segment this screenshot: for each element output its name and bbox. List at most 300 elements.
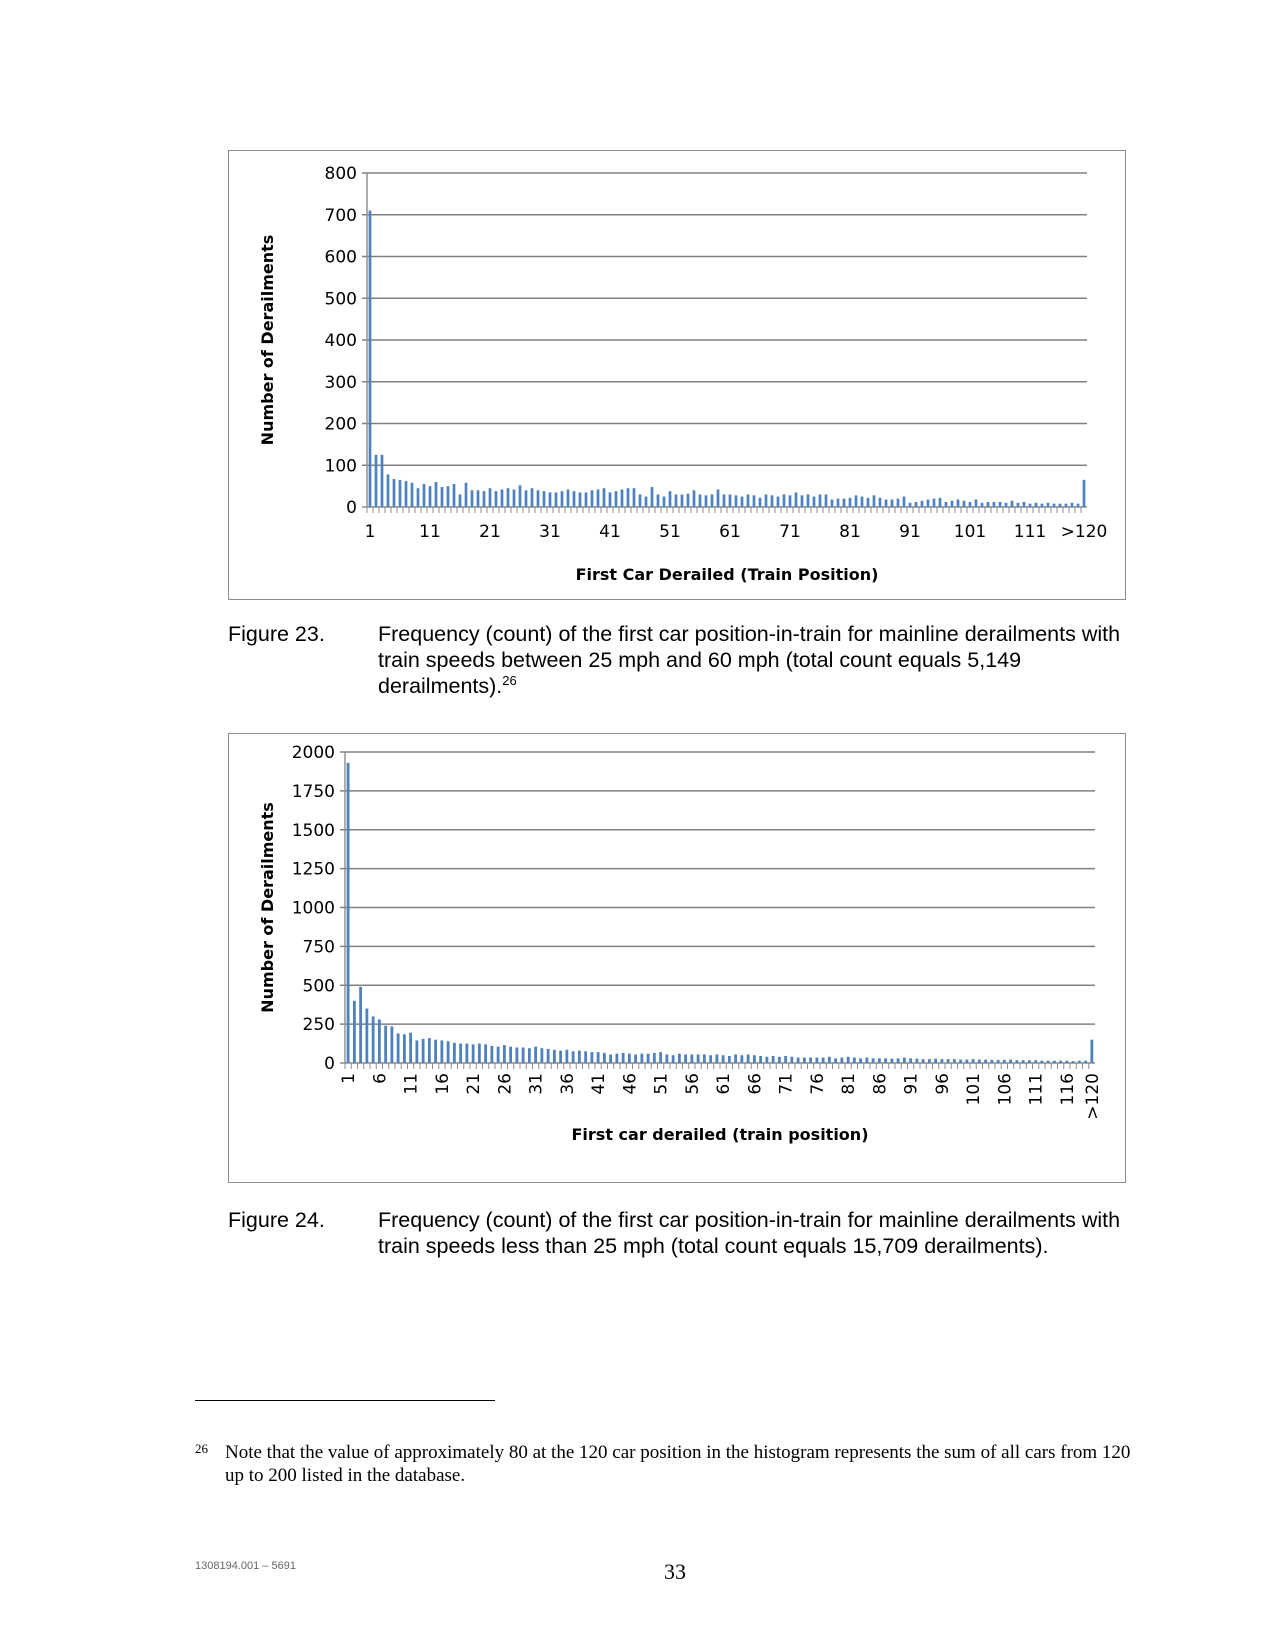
bar [772,1056,775,1063]
bar [815,1058,818,1063]
bar [375,455,378,507]
bar [1009,1060,1012,1063]
bar [440,1040,443,1063]
bar [879,498,882,507]
bar [884,1058,887,1063]
bar [477,490,480,507]
bar [927,499,930,507]
bar [897,499,900,507]
x-tick-label: 11 [401,1073,422,1095]
y-tick-label: 500 [324,289,357,310]
bar [675,494,678,507]
bar [399,480,402,507]
bar [515,1047,518,1063]
y-axis-title: Number of Derailments [258,802,277,1013]
x-tick-label: 61 [714,1073,735,1095]
y-axis-title: Number of Derailments [258,234,277,446]
bar [1090,1040,1093,1063]
bar [393,479,396,507]
bar [1015,1060,1018,1063]
figure-24-chart [228,733,1126,1183]
x-tick-label: 91 [901,1073,922,1095]
bar [915,1059,918,1063]
bar [513,489,516,507]
bar [651,487,654,507]
y-tick-label: 1000 [291,898,335,919]
bar [483,491,486,507]
bar [897,1058,900,1063]
bar [591,490,594,507]
bar [572,1051,575,1063]
bar [765,494,768,507]
bar [503,1045,506,1063]
bar [795,492,798,507]
bar [771,495,774,507]
y-tick-label: 100 [324,456,357,477]
y-tick-label: 0 [324,1054,335,1074]
bar [1059,504,1062,507]
footnote-text: Note that the value of approximately 80 at the 120 car position in the histogram represents the sum of all cars from 120 up to 200 listed in the database. [225,1442,1131,1486]
bar [609,1054,612,1063]
bar [621,489,624,507]
bar [849,498,852,507]
x-tick-label: 81 [839,522,861,542]
bar [403,1034,406,1063]
bar [747,494,750,507]
bar [809,1058,812,1063]
bar [797,1058,800,1063]
bar [1005,503,1008,507]
bar [459,494,462,507]
bar [501,489,504,507]
bar [615,1054,618,1063]
bar [765,1057,768,1063]
bar [939,498,942,507]
x-tick-label: 6 [370,1073,391,1084]
bar [584,1051,587,1063]
x-tick-label: 21 [464,1073,485,1095]
bar [859,1058,862,1063]
x-axis-title: First Car Derailed (Train Position) [575,565,879,584]
bar [741,497,744,507]
bar [778,1057,781,1063]
bar [1053,1061,1056,1063]
bar [1029,504,1032,507]
bar [903,1058,906,1063]
bar [543,491,546,507]
x-tick-label: 106 [995,1073,1016,1106]
bar [1084,1061,1087,1063]
bar [957,499,960,507]
bar [687,494,690,507]
bar [603,1053,606,1063]
bar [1023,502,1026,507]
bar [447,486,450,507]
bar [865,1058,868,1063]
bar [441,487,444,507]
x-tick-label: 21 [479,522,501,542]
bar [959,1060,962,1063]
bar [921,501,924,507]
bar [777,497,780,507]
bar [540,1048,543,1063]
bar [365,1009,368,1063]
bar [537,490,540,507]
bar [565,1050,568,1063]
bar [627,488,630,507]
bar [681,494,684,507]
bar [609,492,612,507]
footnote-rule [195,1400,495,1401]
footnote-mark: 26 [195,1441,208,1456]
bar [747,1054,750,1063]
bar [553,1050,556,1063]
bar [525,490,528,507]
bar [1072,1061,1075,1063]
bar [672,1055,675,1063]
bar [435,482,438,507]
bar [729,494,732,507]
bar [705,495,708,507]
bar [669,491,672,507]
bar [807,494,810,507]
bar [1071,503,1074,507]
bar [678,1054,681,1063]
bar [890,1059,893,1063]
bar [657,494,660,507]
x-tick-label: 1 [364,522,376,542]
bar [490,1046,493,1063]
x-tick-label: 41 [599,522,621,542]
bar [484,1044,487,1063]
bar [472,1044,475,1063]
x-tick-label: 51 [651,1073,672,1095]
x-tick-label: 86 [870,1073,891,1095]
y-tick-label: 700 [324,205,357,226]
bar [628,1054,631,1063]
bar [909,503,912,507]
bar [987,502,990,507]
bar [653,1053,656,1063]
x-tick-label: 16 [432,1073,453,1095]
bar [1022,1060,1025,1063]
bar [963,501,966,507]
figure-23-label: Figure 23. [228,622,325,646]
bar [390,1026,393,1063]
bar [813,497,816,507]
bar [831,499,834,507]
bar [663,497,666,507]
figure-24-plot [229,734,1127,1184]
bar [509,1047,512,1063]
bar [840,1058,843,1063]
x-tick-label: 101 [953,522,987,542]
bar [734,1054,737,1063]
bar [1041,504,1044,507]
bar [903,497,906,507]
bar [411,483,414,507]
bar [372,1016,375,1063]
y-tick-label: 2000 [291,743,335,763]
bar [429,486,432,507]
y-tick-label: 400 [324,331,357,351]
y-tick-label: 250 [302,1015,335,1036]
bar [549,492,552,507]
bar [999,502,1002,507]
bar [478,1044,481,1063]
bar [873,495,876,507]
figure-23-caption [378,621,1138,699]
bar [534,1047,537,1063]
bar [965,1060,968,1063]
bar [665,1054,668,1063]
y-tick-label: 0 [346,498,357,518]
bar [409,1033,412,1063]
x-tick-label: 31 [526,1073,547,1095]
bar [547,1049,550,1063]
bar [417,488,420,507]
bar [597,1052,600,1063]
y-tick-label: 1750 [291,781,335,802]
bar [353,1001,356,1063]
bar [465,483,468,507]
bar [891,499,894,507]
bar [934,1059,937,1063]
bar [947,1059,950,1063]
bar [790,1057,793,1063]
bar [573,491,576,507]
bar [993,502,996,507]
footnote-reference: 26 [502,672,517,688]
bar [555,492,558,507]
bar [759,1056,762,1063]
x-tick-label: 1 [339,1073,360,1084]
bar [497,1047,500,1063]
x-tick-label: 61 [719,522,741,542]
bar [699,494,702,507]
bar [759,498,762,507]
bar [597,489,600,507]
x-tick-label: 91 [899,522,921,542]
bar [590,1052,593,1063]
bar [684,1054,687,1063]
bar [951,501,954,507]
x-tick-label: 76 [807,1073,828,1095]
bar [645,497,648,507]
x-tick-label: 11 [419,522,441,542]
bar [978,1060,981,1063]
bar [647,1054,650,1063]
y-tick-label: 200 [324,414,357,435]
x-tick-label: 51 [659,522,681,542]
bar [387,474,390,507]
bar [1047,1061,1050,1063]
bar [634,1054,637,1063]
bar [819,494,822,507]
bar [837,499,840,507]
bar [507,488,510,507]
figure-24-label: Figure 24. [228,1208,325,1232]
bar [690,1054,693,1063]
x-tick-label: >120 [1082,1073,1103,1120]
figure-23-plot [229,151,1127,601]
bar [909,1058,912,1063]
bar [567,489,570,507]
bar [603,488,606,507]
y-tick-label: 1500 [291,820,335,841]
bar [659,1052,662,1063]
bar [528,1048,531,1063]
bar [735,495,738,507]
bar [878,1058,881,1063]
bar [784,1056,787,1063]
bar [822,1058,825,1063]
bar [997,1060,1000,1063]
bar [855,495,858,507]
x-tick-label: 111 [1026,1073,1047,1106]
bar [981,503,984,507]
bar [1077,504,1080,507]
bar [753,1055,756,1063]
x-tick-label: 81 [839,1073,860,1095]
bar [459,1044,462,1063]
bar [928,1059,931,1063]
bar [722,1055,725,1063]
bar [972,1059,975,1063]
bar [861,497,864,507]
bar [447,1041,450,1063]
bar [711,494,714,507]
bar [1053,504,1056,507]
bar [422,1039,425,1063]
bar [453,1043,456,1063]
bar [1083,480,1086,507]
bar [990,1060,993,1063]
x-axis-title: First car derailed (train position) [571,1125,869,1144]
bar [828,1057,831,1063]
bar [585,492,588,507]
bar [853,1058,856,1063]
bar [697,1054,700,1063]
bar [789,495,792,507]
bar [1034,1060,1037,1063]
bar [639,494,642,507]
bar [1078,1061,1081,1063]
bar [531,488,534,507]
bar [369,211,372,507]
bar [803,1058,806,1063]
document-id: 1308194.001 – 5691 [195,1560,296,1572]
bar [559,1051,562,1063]
bar [495,491,498,507]
bar [1047,503,1050,507]
bar [465,1044,468,1063]
y-tick-label: 300 [324,372,357,393]
page-number: 33 [664,1559,686,1584]
x-tick-label: 111 [1013,522,1047,542]
bar [622,1053,625,1063]
bar [359,987,362,1063]
x-tick-label: 31 [539,522,561,542]
bar [579,492,582,507]
bar [969,502,972,507]
y-tick-label: 600 [324,247,357,268]
bar [640,1054,643,1063]
bar [709,1055,712,1063]
figure-23-caption-text: Frequency (count) of the first car position-in-train for mainline derailments with train speeds between 25 mph and 60 mph (total count equals 5,149 derailments). [378,622,1121,698]
x-tick-label: 36 [557,1073,578,1095]
bar [940,1059,943,1063]
bar [378,1019,381,1063]
bar [471,490,474,507]
bar [825,494,828,507]
x-tick-label: >120 [1060,522,1108,542]
x-tick-label: 101 [964,1073,985,1106]
bar [519,485,522,507]
x-tick-label: 96 [932,1073,953,1095]
bar [872,1058,875,1063]
bar [693,490,696,507]
y-tick-label: 800 [324,164,357,184]
bar [1028,1060,1031,1063]
bar [561,491,564,507]
bar [423,484,426,507]
bar [453,484,456,507]
bar [728,1056,731,1063]
bar [801,495,804,507]
bar [740,1055,743,1063]
bar [922,1059,925,1063]
bar [578,1051,581,1063]
bar [397,1033,400,1063]
bar [347,763,350,1063]
bar [1040,1061,1043,1063]
x-tick-label: 71 [776,1073,797,1095]
bar [885,499,888,507]
bar [843,499,846,507]
bar [753,495,756,507]
bar [915,502,918,507]
bar [1003,1060,1006,1063]
x-tick-label: 26 [495,1073,516,1095]
bar [428,1038,431,1063]
x-tick-label: 41 [589,1073,610,1095]
figure-23-chart [228,150,1126,600]
bar [633,488,636,507]
bar [434,1040,437,1063]
x-tick-label: 116 [1057,1073,1078,1106]
bar [381,455,384,507]
bar [522,1047,525,1063]
x-tick-label: 71 [779,522,801,542]
bar [384,1026,387,1063]
bar [717,489,720,507]
y-tick-label: 1250 [291,859,335,880]
bar [615,491,618,507]
bar [1035,503,1038,507]
bar [723,494,726,507]
figure-24-caption: Frequency (count) of the first car position-in-train for mainline derailments with train speeds less than 25 mph (total count equals 15,709 derailments). [378,1208,1121,1258]
bar [415,1040,418,1063]
y-tick-label: 500 [302,976,335,997]
y-tick-label: 750 [302,937,335,958]
bar [847,1057,850,1063]
bar [975,499,978,507]
bar [933,499,936,507]
bar [715,1054,718,1063]
bar [489,488,492,507]
x-tick-label: 46 [620,1073,641,1095]
